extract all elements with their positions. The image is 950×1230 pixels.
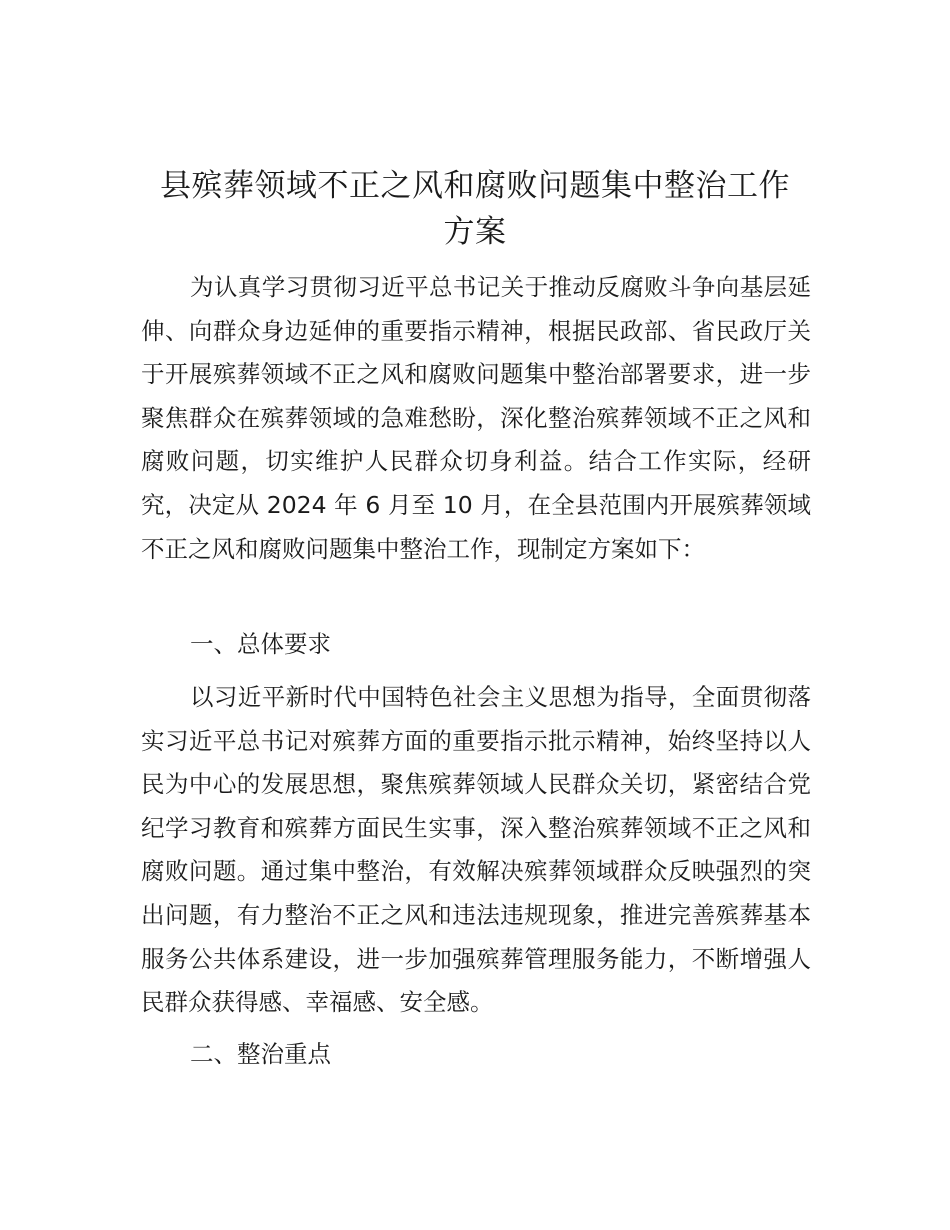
section-1-paragraph: 以习近平新时代中国特色社会主义思想为指导，全面贯彻落实习近平总书记对殡葬方面的重要指示批示精神，始终坚持以人民为中心的发展思想，聚焦殡葬领域人民群众关切，紧密结合党纪学习教育和殡葬方面民生实事，深入整治殡葬领域不正之风和腐败问题。通过集中整治，有效解决殡葬领域群众反映强烈的突出问题，有力整治不正之风和违法违规现象，推进完善殡葬基本服务公共体系建设，进一步加强殡葬管理服务能力，不断增强人民群众获得感、幸福感、安全感。	[141, 683, 811, 1017]
document-title-line-1: 县殡葬领域不正之风和腐败问题集中整治工作	[160, 168, 790, 204]
section-2-heading: 二、整治重点	[190, 1040, 331, 1068]
document-title-line-2: 方案	[443, 214, 507, 250]
intro-paragraph: 为认真学习贯彻习近平总书记关于推动反腐败斗争向基层延伸、向群众身边延伸的重要指示精神，根据民政部、省民政厅关于开展殡葬领域不正之风和腐败问题集中整治部署要求，进一步聚焦群众在殡葬领域的急难愁盼，深化整治殡葬领域不正之风和腐败问题，切实维护人民群众切身利益。结合工作实际，经研究，决定从 2024 年 6 月至 10 月，在全县范围内开展殡葬领域不正之风和腐败问题集中整治工作，现制定方案如下：	[141, 273, 811, 563]
section-1-heading: 一、总体要求	[190, 630, 331, 658]
